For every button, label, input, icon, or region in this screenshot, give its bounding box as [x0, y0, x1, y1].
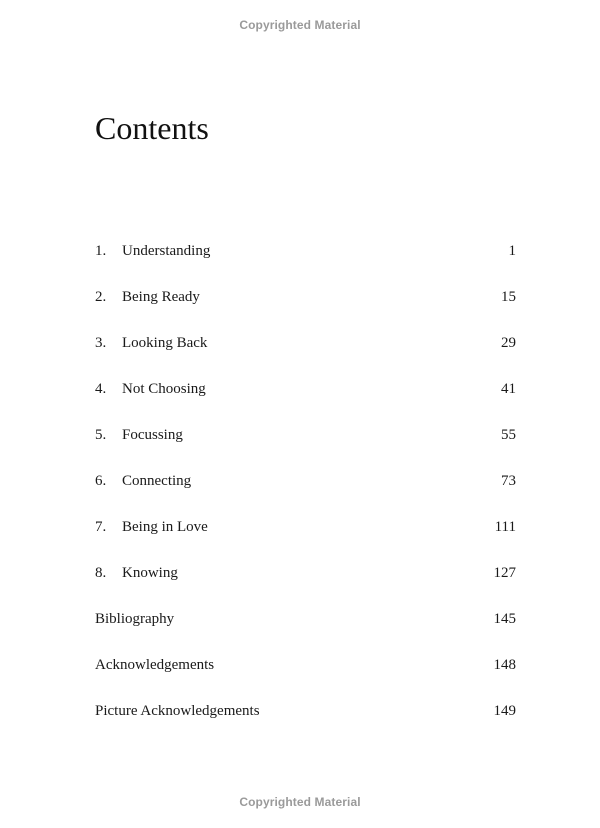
- copyright-watermark-top: Copyrighted Material: [239, 18, 361, 32]
- toc-entry-page: 111: [494, 519, 516, 535]
- toc-entry-number: 5.: [95, 427, 107, 443]
- toc-entry-title: Focussing: [122, 427, 183, 443]
- toc-entry[interactable]: [95, 378, 516, 424]
- toc-entry-page: 73: [501, 473, 516, 489]
- toc-entry-number: 6.: [95, 473, 107, 489]
- toc-entry-page: 15: [501, 289, 516, 305]
- table-of-contents: [95, 240, 516, 746]
- toc-entry-page: 1: [508, 243, 516, 259]
- toc-entry-page: 149: [493, 703, 516, 719]
- toc-entry[interactable]: [95, 562, 516, 608]
- toc-entry[interactable]: [95, 470, 516, 516]
- toc-entry-picture-acknowledgements[interactable]: [95, 700, 516, 746]
- toc-entry-title: Picture Acknowledgements: [95, 703, 260, 719]
- toc-entry-number: 8.: [95, 565, 107, 581]
- toc-entry[interactable]: [95, 516, 516, 562]
- toc-entry-page: 145: [493, 611, 516, 627]
- toc-entry[interactable]: [95, 240, 516, 286]
- toc-entry[interactable]: [95, 286, 516, 332]
- toc-entry[interactable]: [95, 332, 516, 378]
- toc-entry-bibliography[interactable]: [95, 608, 516, 654]
- toc-entry-title: Bibliography: [95, 611, 175, 627]
- toc-entry-page: 41: [501, 381, 516, 397]
- toc-entry-page: 127: [493, 565, 516, 581]
- toc-entry-acknowledgements[interactable]: [95, 654, 516, 700]
- toc-entry-title: Being Ready: [122, 289, 200, 305]
- toc-entry-page: 55: [501, 427, 516, 443]
- toc-entry-number: 4.: [95, 381, 107, 397]
- toc-entry[interactable]: [95, 424, 516, 470]
- toc-entry-page: 29: [501, 335, 516, 351]
- toc-entry-number: 2.: [95, 289, 107, 305]
- toc-entry-title: Knowing: [122, 565, 178, 581]
- toc-entry-number: 1.: [95, 243, 107, 259]
- copyright-watermark-bottom: Copyrighted Material: [239, 795, 361, 809]
- toc-entry-number: 3.: [95, 335, 107, 351]
- toc-entry-title: Looking Back: [122, 335, 208, 351]
- toc-entry-title: Not Choosing: [122, 381, 206, 397]
- toc-entry-title: Being in Love: [122, 519, 208, 535]
- toc-entry-title: Acknowledgements: [95, 657, 215, 673]
- toc-entry-title: Understanding: [122, 243, 211, 259]
- toc-entry-number: 7.: [95, 519, 107, 535]
- toc-entry-page: 148: [493, 657, 516, 673]
- page-title: Contents: [95, 110, 209, 146]
- toc-entry-title: Connecting: [122, 473, 192, 489]
